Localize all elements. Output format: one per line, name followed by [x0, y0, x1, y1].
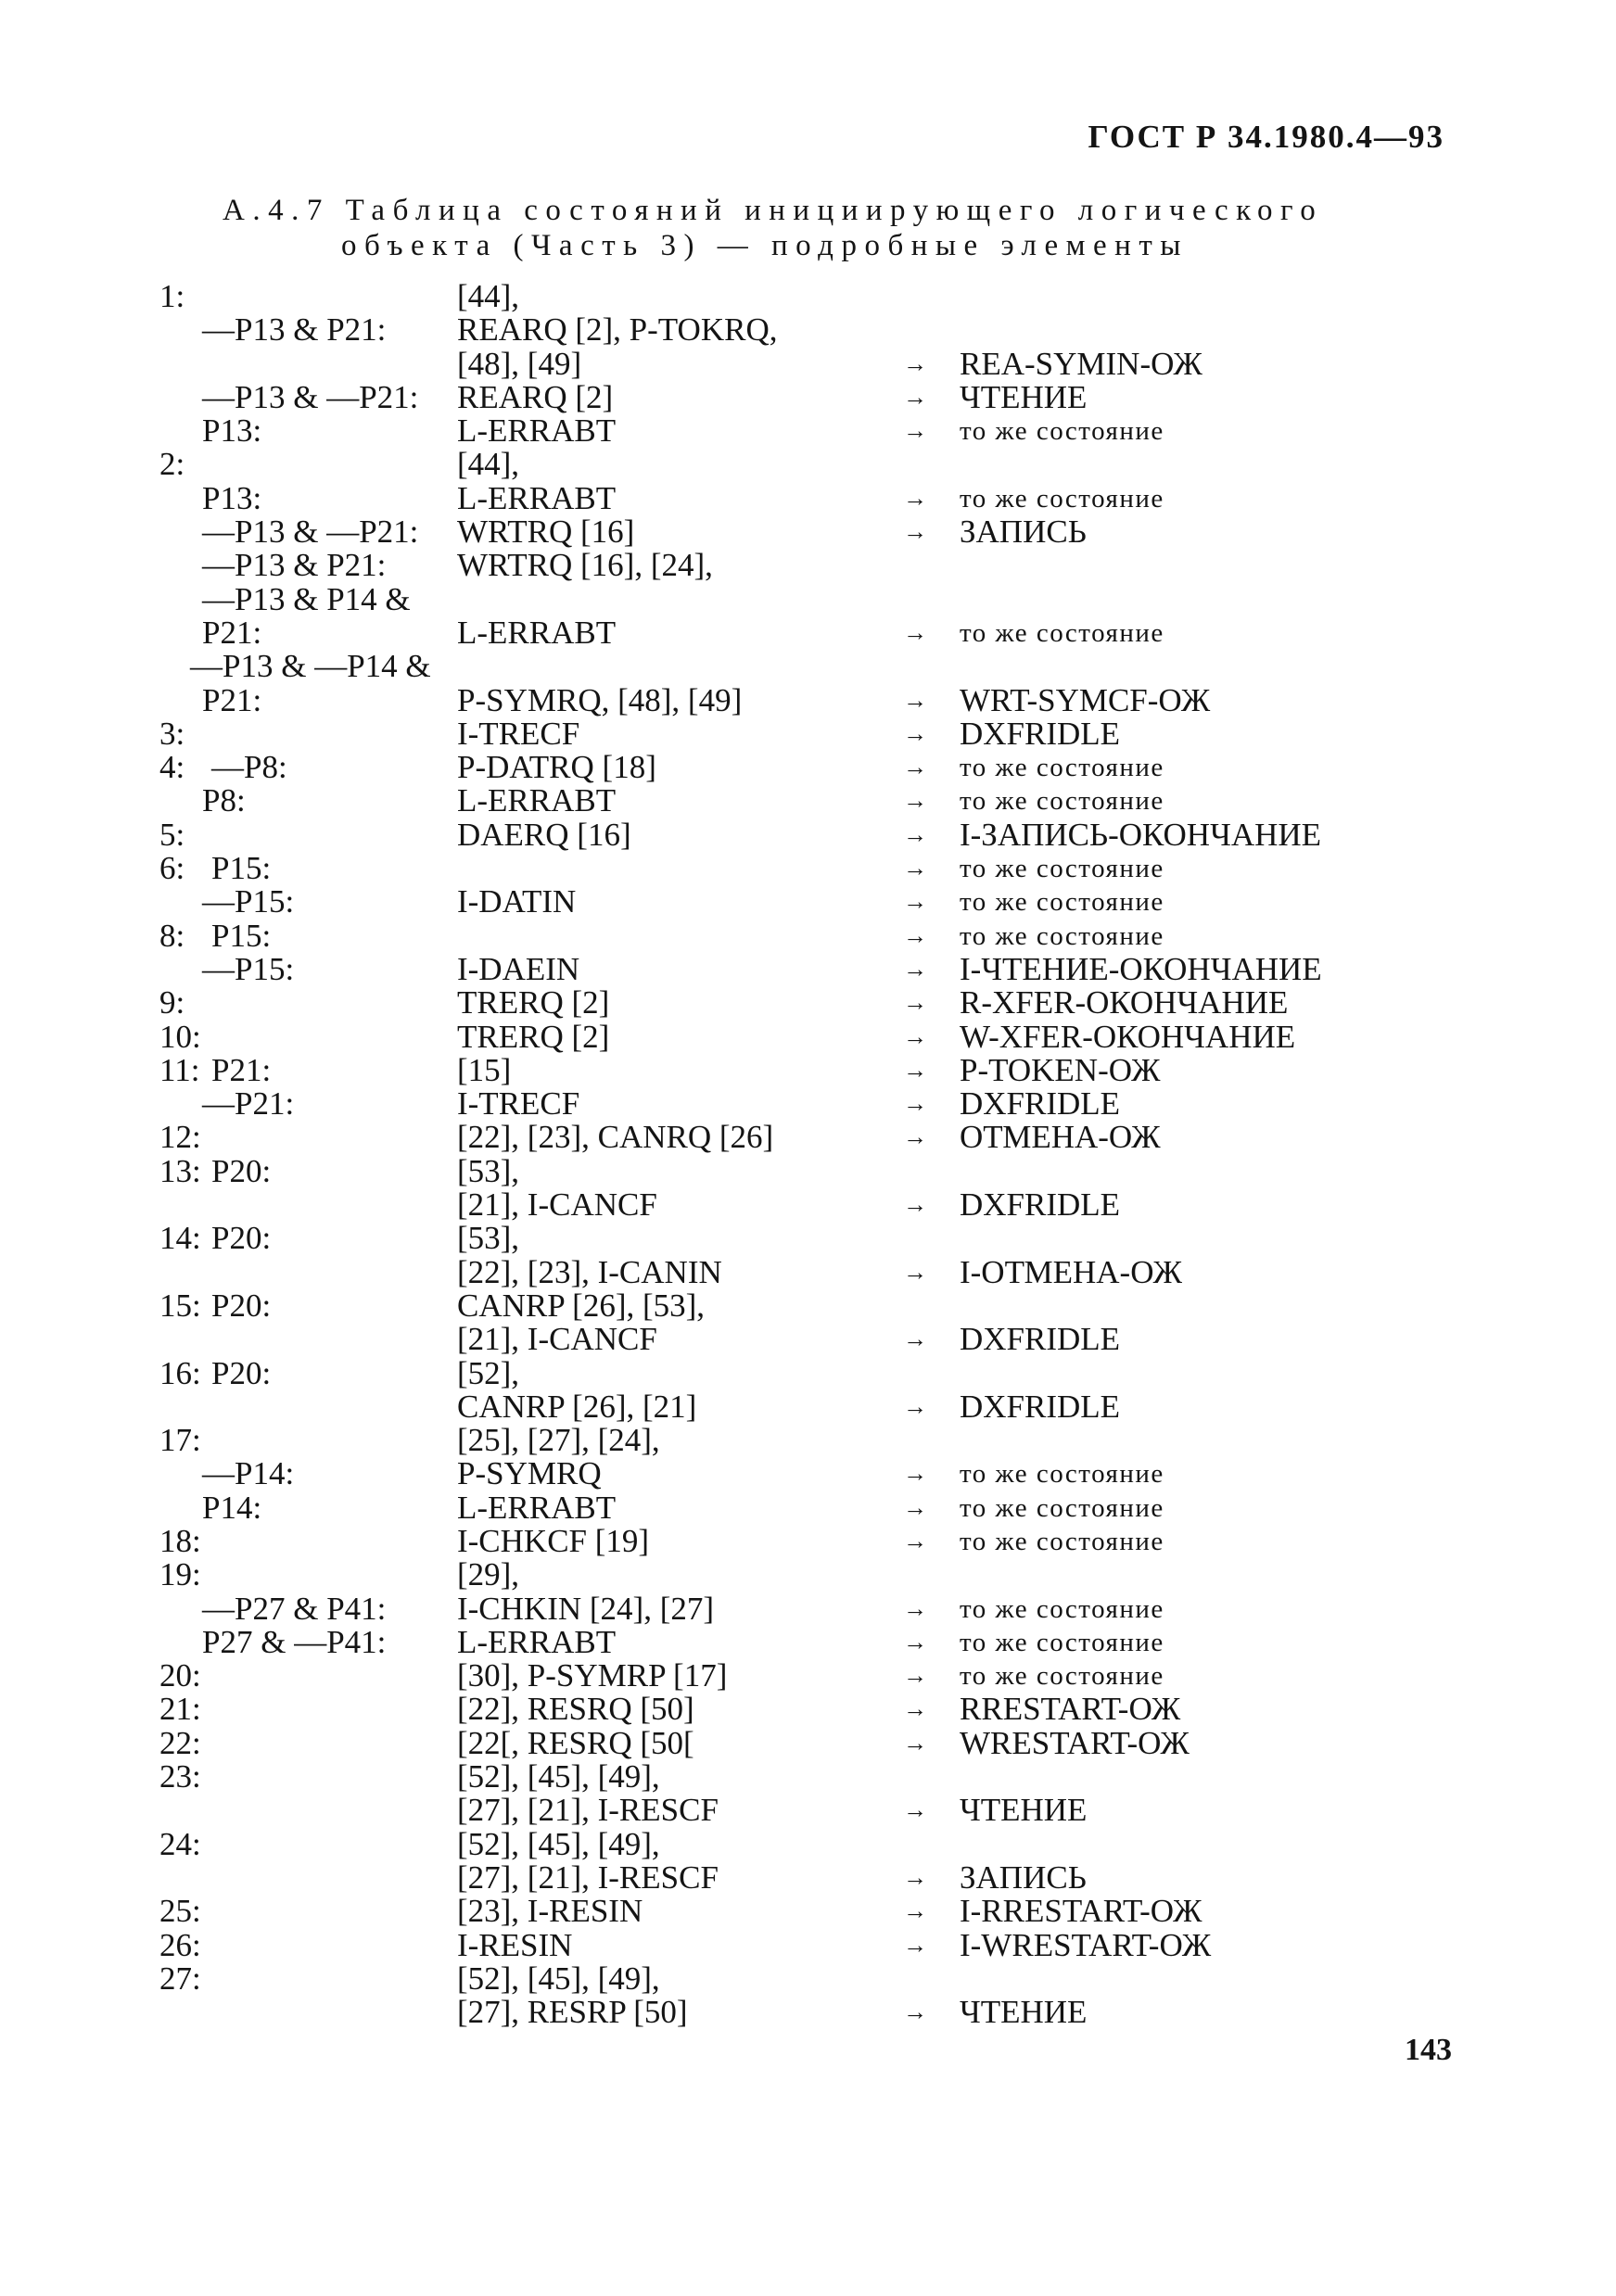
arrow-right-icon: → — [903, 820, 927, 848]
condition: —P13 & —P21: — [202, 378, 419, 415]
next-state: то же состояние — [960, 416, 1164, 447]
table-row — [0, 751, 1616, 784]
arrow-right-icon: → — [903, 955, 927, 983]
table-row — [0, 1457, 1616, 1490]
condition: P15: — [211, 850, 272, 887]
next-state: DXFRIDLE — [960, 1321, 1121, 1358]
state-number: 4: — [159, 749, 185, 786]
next-state: ЧТЕНИЕ — [960, 1994, 1088, 2031]
actions: I-TRECF — [457, 715, 580, 752]
actions: [25], [27], [24], — [457, 1422, 660, 1459]
actions: [27], [21], I-RESCF — [457, 1792, 719, 1829]
state-number: 1: — [159, 278, 185, 314]
state-number: 27: — [159, 1960, 201, 1997]
arrow-right-icon: → — [903, 1897, 927, 1925]
next-state: DXFRIDLE — [960, 1388, 1121, 1425]
actions: [27], [21], I-RESCF — [457, 1858, 719, 1896]
condition: P15: — [211, 917, 272, 954]
table-row — [0, 1491, 1616, 1525]
table-row — [0, 650, 1616, 683]
caption-line-2: объекта (Часть 3) — подробные элементы — [341, 229, 1189, 262]
arrow-right-icon: → — [903, 921, 927, 949]
arrow-right-icon: → — [903, 888, 927, 916]
next-state: DXFRIDLE — [960, 715, 1121, 752]
state-number: 15: — [159, 1287, 201, 1324]
table-row — [0, 1152, 1616, 1189]
arrow-right-icon: → — [903, 1863, 927, 1891]
table-row — [0, 1794, 1616, 1827]
actions: [21], I-CANCF — [457, 1321, 657, 1358]
next-state: I-ЗАПИСЬ-ОКОНЧАНИЕ — [960, 816, 1322, 853]
next-state: то же состояние — [960, 1492, 1164, 1523]
actions: I-CHKIN [24], [27] — [457, 1590, 715, 1627]
table-row — [0, 1323, 1616, 1356]
next-state: то же состояние — [960, 483, 1164, 514]
actions: L-ERRABT — [457, 614, 617, 651]
next-state: ЗАПИСЬ — [960, 1858, 1087, 1896]
table-row — [0, 580, 1616, 617]
condition: P21: — [202, 681, 262, 718]
arrow-right-icon: → — [903, 1527, 927, 1554]
next-state: то же состояние — [960, 753, 1164, 783]
arrow-right-icon: → — [903, 1796, 927, 1824]
condition: P20: — [211, 1287, 272, 1324]
state-number: 18: — [159, 1522, 201, 1559]
state-number: 8: — [159, 917, 185, 954]
condition: —P15: — [202, 950, 295, 987]
condition: P13: — [202, 412, 262, 450]
actions: P-SYMRQ — [457, 1455, 602, 1492]
next-state: DXFRIDLE — [960, 1085, 1121, 1123]
table-row — [0, 1825, 1616, 1862]
next-state: то же состояние — [960, 887, 1164, 918]
condition: P21: — [211, 1051, 272, 1088]
arrow-right-icon: → — [903, 349, 927, 377]
condition: P8: — [202, 782, 246, 819]
table-row — [0, 549, 1616, 582]
arrow-right-icon: → — [903, 1998, 927, 2026]
actions: [22[, RESRQ [50[ — [457, 1724, 694, 1761]
arrow-right-icon: → — [903, 686, 927, 714]
state-number: 5: — [159, 816, 185, 853]
table-row — [0, 515, 1616, 549]
next-state: ЗАПИСЬ — [960, 514, 1087, 551]
arrow-right-icon: → — [903, 1392, 927, 1420]
state-number: 23: — [159, 1758, 201, 1795]
table-row — [0, 448, 1616, 481]
next-state: RRESTART-ОЖ — [960, 1691, 1181, 1728]
actions: L-ERRABT — [457, 782, 617, 819]
state-number: 13: — [159, 1152, 201, 1189]
next-state: то же состояние — [960, 1627, 1164, 1657]
condition: P20: — [211, 1354, 272, 1391]
condition: P14: — [202, 1489, 262, 1526]
table-row — [0, 1724, 1616, 1761]
next-state: то же состояние — [960, 1459, 1164, 1490]
state-number: 2: — [159, 446, 185, 483]
state-number: 14: — [159, 1220, 201, 1257]
table-row — [0, 313, 1616, 347]
arrow-right-icon: → — [903, 383, 927, 411]
arrow-right-icon: → — [903, 1931, 927, 1959]
table-row — [0, 1623, 1616, 1660]
table-row — [0, 1018, 1616, 1055]
condition: —P15: — [202, 883, 295, 920]
arrow-right-icon: → — [903, 518, 927, 546]
next-state: то же состояние — [960, 1661, 1164, 1692]
state-number: 9: — [159, 984, 185, 1021]
next-state: то же состояние — [960, 786, 1164, 817]
state-number: 10: — [159, 1018, 201, 1055]
state-number: 25: — [159, 1893, 201, 1930]
arrow-right-icon: → — [903, 719, 927, 747]
table-row — [0, 681, 1616, 718]
actions: [52], [45], [49], — [457, 1758, 660, 1795]
actions: CANRP [26], [53], — [457, 1287, 706, 1324]
actions: [52], [45], [49], — [457, 1960, 660, 1997]
condition: —P14: — [202, 1455, 295, 1492]
next-state: W-XFER-ОКОНЧАНИЕ — [960, 1018, 1296, 1055]
condition: —P13 & P14 & — [202, 580, 411, 617]
next-state: I-RRESTART-ОЖ — [960, 1893, 1202, 1930]
arrow-right-icon: → — [903, 1326, 927, 1353]
next-state: R-XFER-ОКОНЧАНИЕ — [960, 984, 1289, 1021]
arrow-right-icon: → — [903, 855, 927, 882]
next-state: REA-SYMIN-ОЖ — [960, 345, 1202, 382]
condition: —P13 & —P21: — [202, 514, 419, 551]
arrow-right-icon: → — [903, 1056, 927, 1084]
actions: [21], I-CANCF — [457, 1186, 657, 1224]
arrow-right-icon: → — [903, 1022, 927, 1050]
table-row — [0, 1693, 1616, 1726]
actions: [22], [23], I-CANIN — [457, 1253, 722, 1290]
arrow-right-icon: → — [903, 1258, 927, 1286]
condition: P20: — [211, 1220, 272, 1257]
actions: P-DATRQ [18] — [457, 749, 656, 786]
actions: WRTRQ [16], [24], — [457, 547, 713, 584]
table-row — [0, 1996, 1616, 2029]
actions: CANRP [26], [21] — [457, 1388, 697, 1425]
actions: L-ERRABT — [457, 1489, 617, 1526]
arrow-right-icon: → — [903, 1493, 927, 1521]
table-row — [0, 280, 1616, 313]
actions: TRERQ [2] — [457, 1018, 610, 1055]
arrow-right-icon: → — [903, 1191, 927, 1219]
arrow-right-icon: → — [903, 1460, 927, 1488]
state-number: 16: — [159, 1354, 201, 1391]
table-row — [0, 1895, 1616, 1928]
next-state: I-WRESTART-ОЖ — [960, 1926, 1212, 1963]
condition: P13: — [202, 479, 262, 516]
actions: [22], RESRQ [50] — [457, 1691, 694, 1728]
next-state: P-TOKEN-ОЖ — [960, 1051, 1161, 1088]
condition: P21: — [202, 614, 262, 651]
state-number: 12: — [159, 1119, 201, 1156]
actions: REARQ [2], P-TOKRQ, — [457, 311, 778, 349]
state-number: 11: — [159, 1051, 200, 1088]
condition: P27 & —P41: — [202, 1623, 387, 1660]
next-state: то же состояние — [960, 920, 1164, 951]
actions: [52], [45], [49], — [457, 1825, 660, 1862]
table-row — [0, 1858, 1616, 1896]
arrow-right-icon: → — [903, 1729, 927, 1757]
actions: L-ERRABT — [457, 479, 617, 516]
table-row — [0, 1522, 1616, 1559]
table-row — [0, 378, 1616, 415]
next-state: то же состояние — [960, 854, 1164, 884]
table-row — [0, 950, 1616, 987]
table-row — [0, 1962, 1616, 1996]
condition: P20: — [211, 1152, 272, 1189]
standard-header: ГОСТ Р 34.1980.4—93 — [1088, 119, 1444, 155]
arrow-right-icon: → — [903, 1662, 927, 1690]
table-row — [0, 1390, 1616, 1424]
table-row — [0, 479, 1616, 516]
arrow-right-icon: → — [903, 1090, 927, 1118]
next-state: то же состояние — [960, 1593, 1164, 1624]
arrow-right-icon: → — [903, 787, 927, 815]
table-row — [0, 414, 1616, 448]
state-number: 20: — [159, 1657, 201, 1694]
next-state: WRT-SYMCF-ОЖ — [960, 681, 1211, 718]
actions: I-TRECF — [457, 1085, 580, 1123]
arrow-right-icon: → — [903, 1628, 927, 1655]
arrow-right-icon: → — [903, 618, 927, 646]
actions: [22], [23], CANRQ [26] — [457, 1119, 774, 1156]
actions: TRERQ [2] — [457, 984, 610, 1021]
actions: DAERQ [16] — [457, 816, 631, 853]
page-number: 143 — [1405, 2033, 1452, 2067]
table-row — [0, 917, 1616, 954]
actions: I-RESIN — [457, 1926, 573, 1963]
next-state: WRESTART-ОЖ — [960, 1724, 1190, 1761]
table-row — [0, 1926, 1616, 1963]
table-row — [0, 986, 1616, 1020]
table-row — [0, 885, 1616, 919]
actions: [27], RESRP [50] — [457, 1994, 688, 2031]
table-row — [0, 616, 1616, 650]
actions: L-ERRABT — [457, 1623, 617, 1660]
table-row — [0, 1289, 1616, 1323]
next-state: ОТМЕНА-ОЖ — [960, 1119, 1161, 1156]
arrow-right-icon: → — [903, 1695, 927, 1723]
table-row — [0, 1424, 1616, 1457]
condition: —P13 & P21: — [202, 311, 387, 349]
arrow-right-icon: → — [903, 484, 927, 512]
actions: [44], — [457, 446, 520, 483]
state-number: 22: — [159, 1724, 201, 1761]
next-state: ЧТЕНИЕ — [960, 1792, 1088, 1829]
next-state: I-ЧТЕНИЕ-ОКОНЧАНИЕ — [960, 950, 1322, 987]
table-row — [0, 345, 1616, 382]
table-row — [0, 818, 1616, 852]
actions: L-ERRABT — [457, 412, 617, 450]
state-number: 6: — [159, 850, 185, 887]
state-number: 26: — [159, 1926, 201, 1963]
arrow-right-icon: → — [903, 1123, 927, 1151]
actions: WRTRQ [16] — [457, 514, 635, 551]
condition: —P13 & P21: — [202, 547, 387, 584]
table-row — [0, 1253, 1616, 1290]
actions: [53], — [457, 1152, 520, 1189]
next-state: I-ОТМЕНА-ОЖ — [960, 1253, 1182, 1290]
next-state: то же состояние — [960, 617, 1164, 648]
condition: —P13 & —P14 & — [190, 648, 431, 685]
caption-line-1: А.4.7 Таблица состояний инициирующего логического — [223, 194, 1324, 227]
next-state: ЧТЕНИЕ — [960, 378, 1088, 415]
state-number: 17: — [159, 1422, 201, 1459]
arrow-right-icon: → — [903, 754, 927, 781]
table-row — [0, 1592, 1616, 1626]
state-number: 24: — [159, 1825, 201, 1862]
actions: [30], P-SYMRP [17] — [457, 1657, 728, 1694]
state-number: 21: — [159, 1691, 201, 1728]
actions: [53], — [457, 1220, 520, 1257]
table-row — [0, 1222, 1616, 1255]
state-table — [0, 280, 1616, 2029]
actions: [29], — [457, 1556, 520, 1593]
condition: —P21: — [202, 1085, 295, 1123]
table-caption — [223, 193, 1323, 263]
actions: [44], — [457, 278, 520, 314]
table-row — [0, 1051, 1616, 1088]
table-row — [0, 1087, 1616, 1121]
actions: [48], [49] — [457, 345, 582, 382]
arrow-right-icon: → — [903, 989, 927, 1017]
condition: —P27 & P41: — [202, 1590, 387, 1627]
actions: P-SYMRQ, [48], [49] — [457, 681, 743, 718]
arrow-right-icon: → — [903, 1594, 927, 1622]
arrow-right-icon: → — [903, 417, 927, 445]
table-row — [0, 784, 1616, 818]
actions: I-DAEIN — [457, 950, 580, 987]
next-state: DXFRIDLE — [960, 1186, 1121, 1224]
table-row — [0, 1558, 1616, 1592]
actions: [15] — [457, 1051, 512, 1088]
table-row — [0, 1354, 1616, 1391]
table-row — [0, 1760, 1616, 1794]
actions: [23], I-RESIN — [457, 1893, 643, 1930]
actions: REARQ [2] — [457, 378, 614, 415]
condition: —P8: — [211, 749, 287, 786]
actions: [52], — [457, 1354, 520, 1391]
table-row — [0, 1659, 1616, 1693]
table-row — [0, 852, 1616, 885]
state-number: 19: — [159, 1556, 201, 1593]
table-row — [0, 1121, 1616, 1154]
table-row — [0, 1188, 1616, 1222]
actions: I-DATIN — [457, 883, 577, 920]
actions: I-CHKCF [19] — [457, 1522, 650, 1559]
next-state: то же состояние — [960, 1526, 1164, 1556]
state-number: 3: — [159, 715, 185, 752]
table-row — [0, 717, 1616, 751]
